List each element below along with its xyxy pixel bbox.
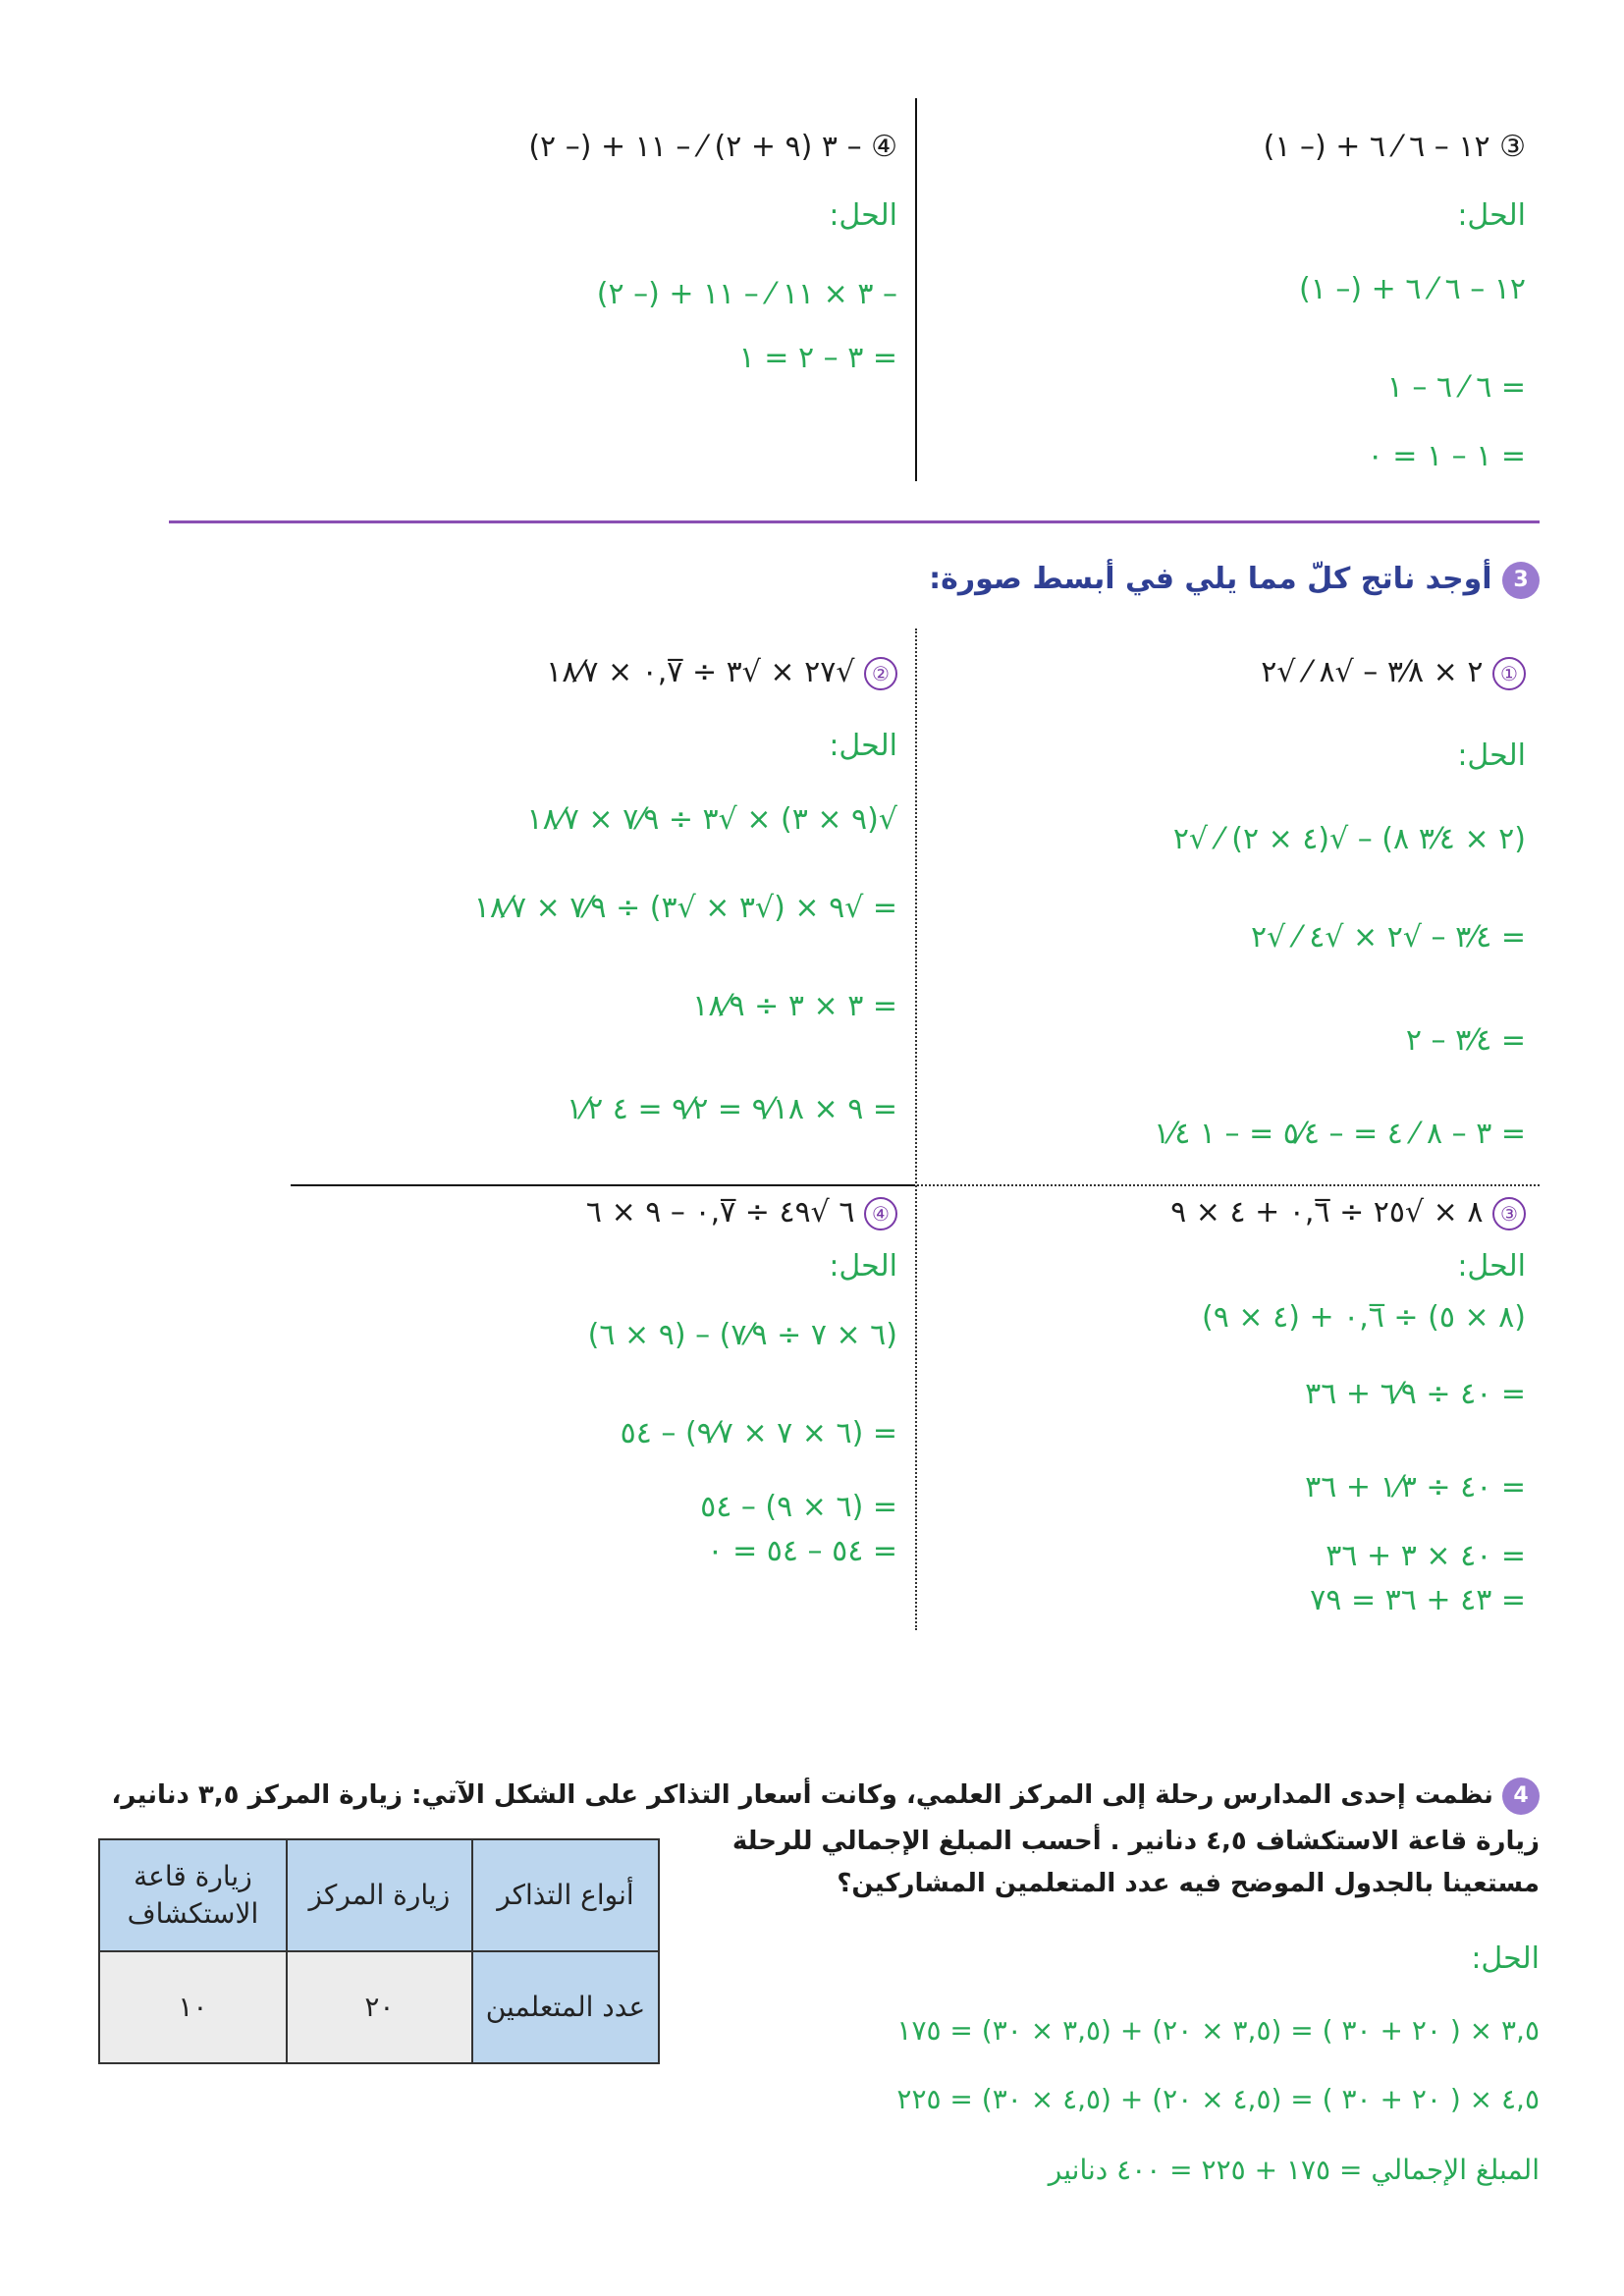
table-cell-center-count: ٢٠: [287, 1951, 472, 2063]
q3-p1-problem-text: ٢ × ٣⁄٨ – √٨ ⁄ √٢: [1261, 655, 1484, 689]
q4-line1-text: نظمت إحدى المدارس رحلة إلى المركز العلمي، وكانت أسعار التذاكر على الشكل الآتي: زيارة المركز ٣,٥ دنانير،: [111, 1780, 1493, 1810]
q3-p2-problem-text: √٢٧ × √٣ ÷ ٠,٧̅ × ١٨⁄٧: [546, 655, 855, 689]
q3-p4-step4: = ٥٤ – ٥٤ = ٠: [707, 1534, 897, 1568]
table-row: [99, 1839, 659, 1951]
q4-step1: ٣,٥ × ( ٢٠ + ٣٠ ) = (٣,٥ × ٢٠) + (٣,٥ × ٣٠) = ١٧٥: [896, 2014, 1540, 2047]
top-p3-step3: = ١ – ١ = ٠: [1367, 439, 1526, 473]
q4-line1: [112, 1776, 1540, 1815]
q3-p2-hal: الحل:: [829, 729, 897, 763]
q3-p1-step4: = ٣ – ٨ ⁄ ٤ = – ٥⁄٤ = – ١ ١⁄٤: [1154, 1117, 1526, 1151]
q3-p2-step3: = ٣ × ٣ ÷ ١٨⁄٩: [692, 989, 897, 1023]
top-p3-step1: ١٢ – ٦ ⁄ ٦ + (– ١): [1299, 272, 1526, 306]
top-p4-step2: = ٣ – ٢ = ١: [738, 341, 897, 375]
q3-p1-problem: [1261, 653, 1526, 692]
q3-p4-step1: (٦ × ٧ ÷ ٧⁄٩) – (٩ × ٦): [587, 1318, 897, 1352]
section-divider: [169, 520, 1540, 523]
q4-line2: زيارة قاعة الاستكشاف ٤,٥ دنانير . أحسب المبلغ الإجمالي للرحلة: [731, 1827, 1540, 1856]
table-cell-students-label: عدد المتعلمين: [472, 1951, 659, 2063]
table-header-ticket-types: أنواع التذاكر: [472, 1839, 659, 1951]
q4-hal: الحل:: [1471, 1941, 1540, 1976]
q3-p3-problem: [1170, 1193, 1526, 1232]
q3-p3-step4: = ٤٠ × ٣ + ٣٦: [1326, 1539, 1526, 1573]
top-p3-step2: = ٦ ⁄ ٦ – ١: [1386, 370, 1526, 405]
q4-line3: مستعينا بالجدول الموضح فيه عدد المتعلمين المشاركين؟: [837, 1869, 1540, 1898]
q3-p2-step1: √(٩ × ٣) × √٣ ÷ ٧⁄٩ × ١٨⁄٧: [526, 802, 897, 837]
q3-p1-step3: = ٣⁄٤ – ٢: [1405, 1023, 1526, 1058]
q3-p1-circle: ①: [1492, 657, 1526, 690]
q3-p3-hal: الحل:: [1457, 1249, 1526, 1284]
top-divider: [915, 98, 917, 481]
q3-p3-step1: (٨ × ٥) ÷ ٠,٦̅ + (٤ × ٩): [1202, 1300, 1526, 1335]
q3-vertical-divider: [915, 629, 917, 1630]
q3-p1-step2: = ٣⁄٤ – √٢ × √٤ ⁄ √٢: [1250, 920, 1526, 955]
top-p3-hal: الحل:: [1457, 198, 1526, 233]
table-cell-hall-count: ١٠: [99, 1951, 287, 2063]
q3-horizontal-divider-right: [917, 1184, 1540, 1186]
q3-p1-step1: (٢ × ٣⁄٤ ٨) – √(٤ × ٢) ⁄ √٢: [1172, 822, 1526, 856]
tickets-table: [98, 1838, 660, 2064]
q3-p3-step5: = ٤٣ + ٣٦ = ٧٩: [1310, 1583, 1526, 1617]
table-row: [99, 1951, 659, 2063]
q3-p4-problem-text: ٦ √٤٩ ÷ ٠,٧̅ – ٩ × ٦: [585, 1195, 855, 1230]
q3-number: 3: [1502, 562, 1540, 599]
q3-p2-circle: ②: [864, 657, 897, 690]
q4-step3: المبلغ الإجمالي = ١٧٥ + ٢٢٥ = ٤٠٠ دنانير: [1048, 2154, 1540, 2186]
q3-p4-hal: الحل:: [829, 1249, 897, 1284]
table-header-exploration-hall: زيارة قاعة الاستكشاف: [99, 1839, 287, 1951]
q3-p2-step2: = √٩ × (√٣ × √٣) ÷ ٧⁄٩ × ١٨⁄٧: [473, 891, 897, 925]
q3-p3-circle: ③: [1492, 1197, 1526, 1230]
top-p3-problem: ③ ١٢ – ٦ ⁄ ٦ + (– ١): [1263, 130, 1526, 164]
top-p4-hal: الحل:: [829, 198, 897, 233]
q3-p4-problem: [586, 1193, 897, 1232]
q3-p3-problem-text: ٨ × √٢٥ ÷ ٠,٦̅ + ٤ × ٩: [1170, 1195, 1484, 1230]
q3-p4-circle: ④: [864, 1197, 897, 1230]
q3-p4-step2: = (٦ × ٧ × ٩⁄٧) – ٥٤: [620, 1416, 897, 1450]
q3-p3-step2: = ٤٠ ÷ ٦⁄٩ + ٣٦: [1305, 1377, 1526, 1411]
q3-title: [929, 560, 1540, 599]
q4-number: 4: [1502, 1777, 1540, 1815]
q3-p1-hal: الحل:: [1457, 738, 1526, 773]
q3-horizontal-divider-left: [291, 1184, 915, 1186]
q3-p4-step3: = (٦ × ٩) – ٥٤: [700, 1490, 897, 1524]
q3-p3-step3: = ٤٠ ÷ ١⁄٣ + ٣٦: [1305, 1470, 1526, 1504]
q3-p2-problem: [546, 653, 897, 692]
table-header-center-visit: زيارة المركز: [287, 1839, 472, 1951]
q3-title-text: أوجد ناتج كلّ مما يلي في أبسط صورة:: [929, 562, 1492, 596]
q3-p2-step4: = ٩ × ٩⁄١٨ = ٩⁄٢ = ٤ ١⁄٢: [567, 1092, 897, 1126]
top-p4-step1: – ٣ × ١١ ⁄ – ١١ + (– ٢): [596, 277, 897, 311]
q4-step2: ٤,٥ × ( ٢٠ + ٣٠ ) = (٤,٥ × ٢٠) + (٤,٥ × ٣٠) = ٢٢٥: [896, 2083, 1540, 2115]
top-p4-problem: ④ – ٣ (٩ + ٢) ⁄ – ١١ + (– ٢): [528, 130, 897, 164]
